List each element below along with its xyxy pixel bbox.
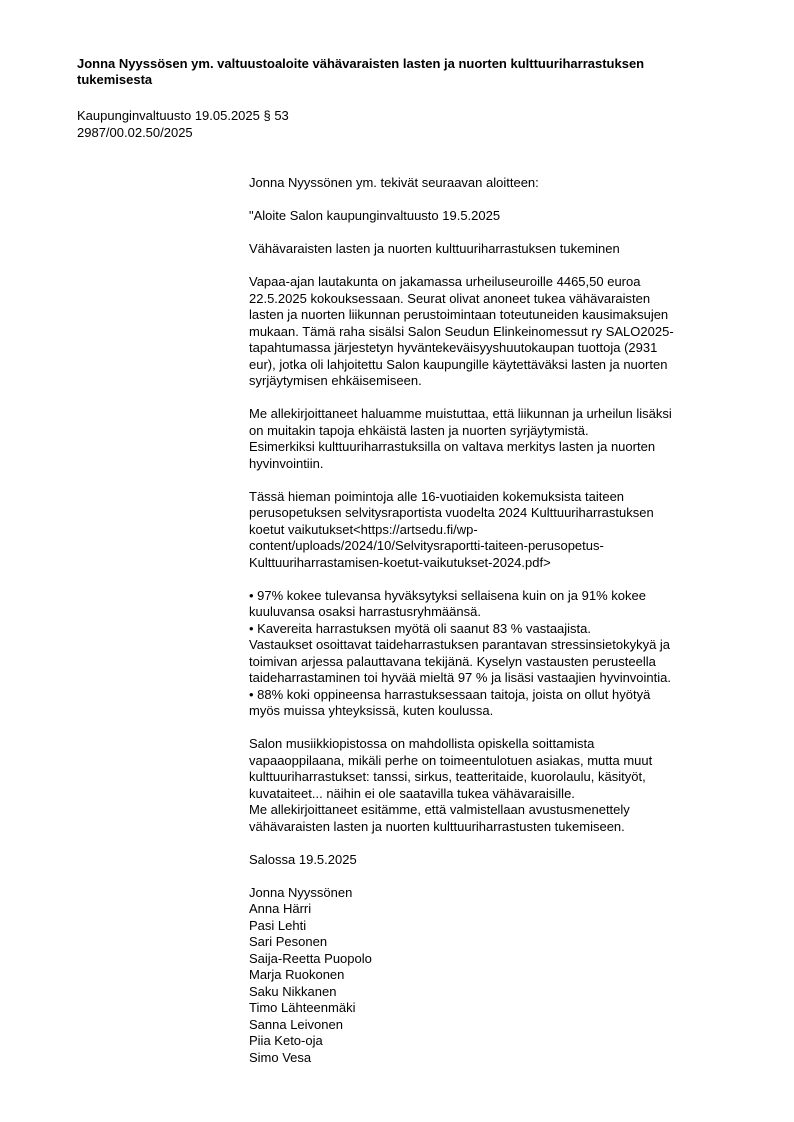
body-paragraph-4: • 97% kokee tulevansa hyväksytyksi sellaisena kuin on ja 91% kokee kuuluvansa osaksi harrastusryhmäänsä. • Kavereita harrastuksen myötä oli saanut 83 % vastaajista. Vastaukset osoittavat taideharrastuksen parantavan stressinsietokykyä ja toimivan arjessa palauttavana tekijänä. Kyselyn vastausten perusteella taideharrastaminen toi hyvää mieltä 97 % ja lisäsi vastaajien hyvinvointia. • 88% koki oppineensa harrastuksessaan taitoja, joista on ollut hyötyä myös muissa yhteyksissä, kuten koulussa. — [249, 587, 671, 718]
subject-line: Vähävaraisten lasten ja nuorten kulttuuriharrastuksen tukeminen — [249, 241, 620, 256]
initiative-body — [249, 175, 749, 1066]
body-paragraph-1: Vapaa-ajan lautakunta on jakamassa urheiluseuroille 4465,50 euroa 22.5.2025 kokouksessaan. Seurat olivat anoneet tukea vähävaraisten lasten ja nuorten liikunnan perustoimintaan toteutuneiden kausimaksujen mukaan. Tämä raha sisälsi Salon Seudun Elinkeinomessut ry SALO2025- tapahtumassa järjestetyn hyväntekeväisyyshuutokaupan tuottoja (2931 eur), jotka oli lahjoitettu Salon kaupungille käytettäväksi lasten ja nuorten syrjäytymisen ehkäisemiseen. — [249, 274, 674, 388]
body-paragraph-5: Salon musiikkiopistossa on mahdollista opiskella soittamista vapaaoppilaana, mikäli perhe on toimeentulotuen asiakas, mutta muut kulttuuriharrastukset: tanssi, sirkus, teatteritaide, kuorolaulu, käsityöt, kuvataiteet... näihin ei ole saatavilla tukea vähävaraisille. Me allekirjoittaneet esitämme, että valmistellaan avustusmenettely vähävaraisten lasten ja nuorten kulttuuriharrastusten tukemiseen. — [249, 736, 653, 834]
signatory: Piia Keto-oja — [249, 1033, 323, 1048]
signatory: Marja Ruokonen — [249, 967, 345, 982]
signatory: Sanna Leivonen — [249, 1016, 343, 1032]
signatory: Timo Lähteenmäki — [249, 1000, 356, 1015]
body-paragraph-3: Tässä hieman poimintoja alle 16-vuotiaiden kokemuksista taiteen perusopetuksen selvitysraportista vuodelta 2024 Kulttuuriharrastuksen koetut vaikutukset<https://artsedu.fi/wp- content/uploads/2024/10/Selvitysraportti-taiteen-perusopetus- Kulttuuriharrastamisen-koetut-vaikutukset-2024.pdf> — [249, 488, 654, 570]
document-meta — [77, 107, 477, 141]
signatory: Saku Nikkanen — [249, 983, 337, 999]
signatory: Anna Härri — [249, 901, 312, 916]
signatory: Pasi Lehti — [249, 917, 307, 933]
signatory: Jonna Nyyssönen — [249, 884, 353, 900]
opening-line: "Aloite Salon kaupunginvaltuusto 19.5.2025 — [249, 208, 501, 223]
signatory: Sari Pesonen — [249, 934, 328, 949]
signatory-list — [249, 885, 749, 1067]
place-date: Salossa 19.5.2025 — [249, 851, 357, 867]
signatory: Simo Vesa — [249, 1049, 312, 1065]
body-paragraph-2: Me allekirjoittaneet haluamme muistuttaa, että liikunnan ja urheilun lisäksi on muitakin tapoja ehkäistä lasten ja nuorten syrjäytymistä. Esimerkiksi kulttuuriharrastuksilla on valtava merkitys lasten ja nuorten hyvinvointiin. — [249, 406, 672, 471]
case-number: 2987/00.02.50/2025 — [77, 125, 193, 140]
signatory: Saija-Reetta Puopolo — [249, 950, 372, 966]
intro-paragraph: Jonna Nyyssönen ym. tekivät seuraavan aloitteen: — [249, 175, 539, 190]
document-title: Jonna Nyyssösen ym. valtuustoaloite vähävaraisten lasten ja nuorten kulttuuriharrastuksen tukemisesta — [77, 56, 645, 87]
meeting-reference: Kaupunginvaltuusto 19.05.2025 § 53 — [77, 108, 289, 123]
